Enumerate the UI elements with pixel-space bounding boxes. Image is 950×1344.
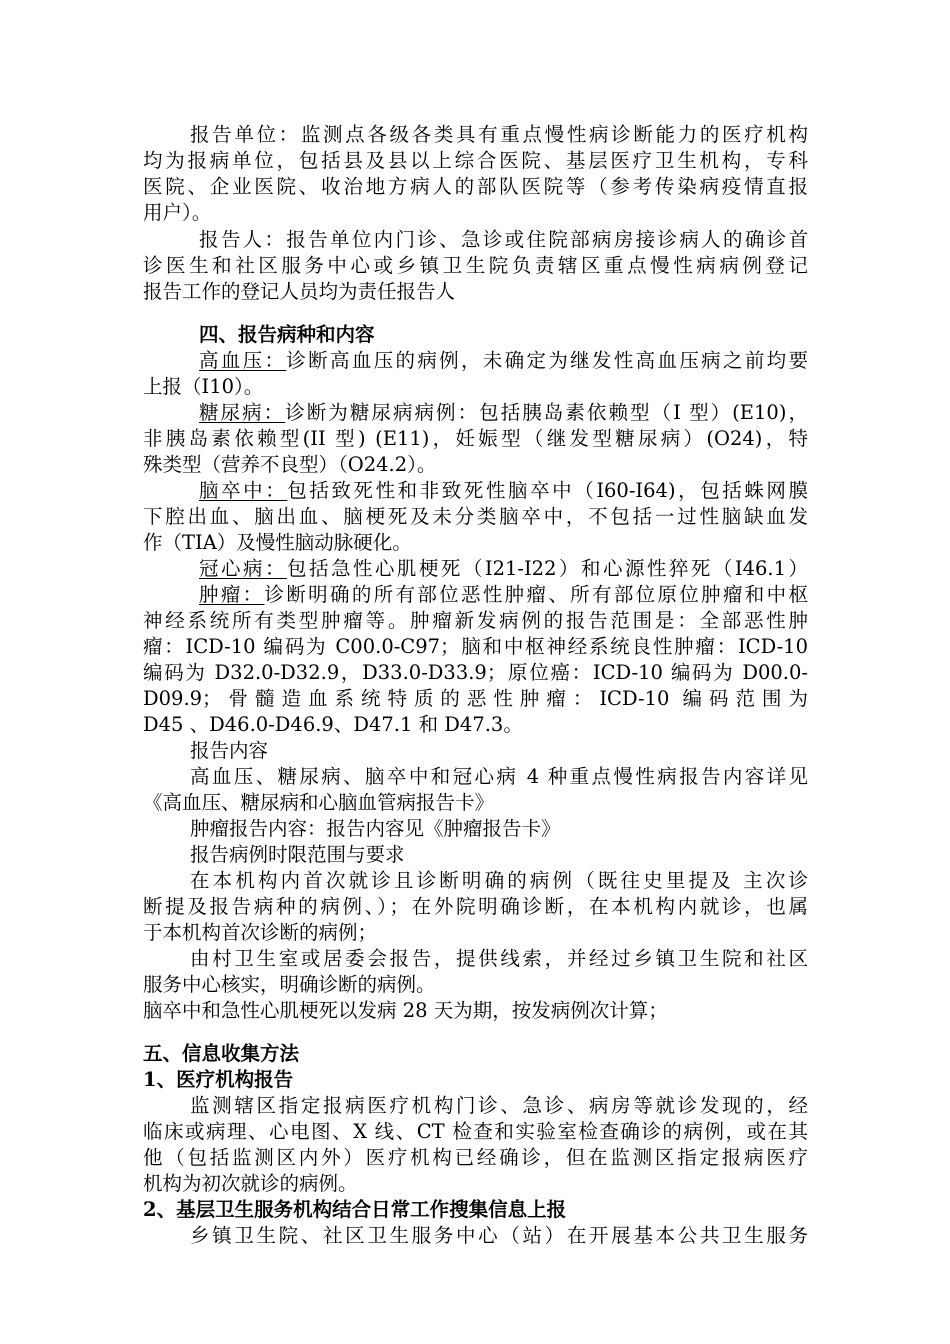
paragraph-line: 均为报病单位，包括县及县以上综合医院、基层医疗卫生机构，专科	[143, 149, 808, 172]
term-text: 诊断明确的所有部位恶性肿瘤、所有部位原位肿瘤和中枢	[264, 583, 808, 606]
paragraph-line: 脑卒中和急性心肌梗死以发病 28 天为期，按发病例次计算；	[143, 999, 668, 1022]
section-heading: 五、信息收集方法	[143, 1042, 300, 1065]
paragraph-line: 机构为初次就诊的病例。	[143, 1172, 358, 1195]
paragraph-line: 断提及报告病种的病例、）；在外院明确诊断，在本机构内就诊，也属	[143, 895, 808, 918]
paragraph-line	[199, 582, 808, 608]
paragraph-line: 肿瘤报告内容：报告内容见《肿瘤报告卡》	[190, 817, 561, 840]
paragraph-line: 报告工作的登记人员均为责任报告人	[143, 280, 456, 303]
paragraph-line: 《高血压、糖尿病和心脑血管病报告卡》	[143, 791, 495, 814]
paragraph-line: 瘤：ICD-10 编码为 C00.0-C97；脑和中枢神经系统良性肿瘤：ICD-10	[143, 635, 808, 658]
paragraph-line	[199, 348, 808, 374]
paragraph-line: 报告人：报告单位内门诊、急诊或住院部病房接诊病人的确诊首	[199, 228, 808, 251]
term-text: 包括致死性和非致死性脑卒中（I60-I64)，包括蛛网膜	[287, 479, 808, 502]
term-text: 诊断为糖尿病病例：包括胰岛素依赖型（I 型）(E10)，	[285, 401, 808, 424]
paragraph-line: 临床或病理、心电图、X 线、CT 检查和实验室检查确诊的病例，或在其	[143, 1120, 808, 1143]
paragraph-line: 上报（I10）。	[143, 375, 264, 398]
term-text: 包括急性心肌梗死（I21-I22）和心源性猝死（I46.1）	[286, 557, 808, 580]
term-label: 糖尿病：	[199, 401, 286, 424]
paragraph-line: 医院、企业医院、收治地方病人的部队医院等（参考传染病疫情直报	[143, 175, 808, 198]
term-text: 诊断高血压的病例，未确定为继发性高血压病之前均要	[286, 349, 808, 372]
paragraph-line: 他（包括监测区内外）医疗机构已经确诊，但在监测区指定报病医疗	[143, 1146, 808, 1169]
paragraph-line: 由村卫生室或居委会报告，提供线索，并经过乡镇卫生院和社区	[190, 947, 808, 970]
paragraph-line: 用户）。	[143, 201, 212, 224]
paragraph-line	[199, 400, 808, 426]
paragraph-line: D09.9；骨髓造血系统特质的恶性肿瘤：ICD-10 编码范围为	[143, 687, 808, 710]
subsection-heading: 2、基层卫生服务机构结合日常工作搜集信息上报	[143, 1198, 567, 1221]
term-label: 肿瘤：	[199, 583, 265, 606]
paragraph-line: 报告单位：监测点各级各类具有重点慢性病诊断能力的医疗机构	[190, 123, 808, 146]
section-heading: 四、报告病种和内容	[199, 323, 375, 346]
paragraph-line: 乡镇卫生院、社区卫生服务中心（站）在开展基本公共卫生服务	[190, 1224, 808, 1247]
paragraph-line: 诊医生和社区服务中心或乡镇卫生院负责辖区重点慢性病病例登记	[143, 254, 808, 277]
paragraph-line: 报告病例时限范围与要求	[190, 843, 405, 866]
subsection-heading: 1、医疗机构报告	[143, 1068, 294, 1091]
paragraph-line: 编码为 D32.0-D32.9，D33.0-D33.9；原位癌：ICD-10 编码为 D00.0-	[143, 661, 808, 684]
term-label: 脑卒中：	[199, 479, 288, 502]
paragraph-line: 服务中心核实，明确诊断的病例。	[143, 973, 436, 996]
term-label: 冠心病：	[199, 557, 287, 580]
paragraph-line	[199, 478, 808, 504]
paragraph-line: 高血压、糖尿病、脑卒中和冠心病 4 种重点慢性病报告内容详见	[190, 765, 808, 788]
paragraph-line: 作（TIA）及慢性脑动脉硬化。	[143, 531, 412, 554]
paragraph-line: 神经系统所有类型肿瘤等。肿瘤新发病例的报告范围是：全部恶性肿	[143, 609, 808, 632]
paragraph-line: 在本机构内首次就诊且诊断明确的病例（既往史里提及 主次诊	[190, 869, 808, 892]
paragraph-line: 监测辖区指定报病医疗机构门诊、急诊、病房等就诊发现的，经	[190, 1094, 808, 1117]
term-label: 高血压：	[199, 349, 287, 372]
paragraph-line: 非胰岛素依赖型(II 型) (E11)，妊娠型（继发型糖尿病）(O24)，特	[143, 427, 808, 450]
paragraph-line: D45 、D46.0-D46.9、D47.1 和 D47.3。	[143, 713, 523, 736]
paragraph-line: 下腔出血、脑出血、脑梗死及未分类脑卒中，不包括一过性脑缺血发	[143, 505, 808, 528]
paragraph-line: 殊类型（营养不良型）（O24.2）。	[143, 453, 437, 476]
paragraph-line: 于本机构首次诊断的病例；	[143, 921, 378, 944]
paragraph-line	[199, 556, 808, 582]
paragraph-line: 报告内容	[190, 739, 269, 762]
